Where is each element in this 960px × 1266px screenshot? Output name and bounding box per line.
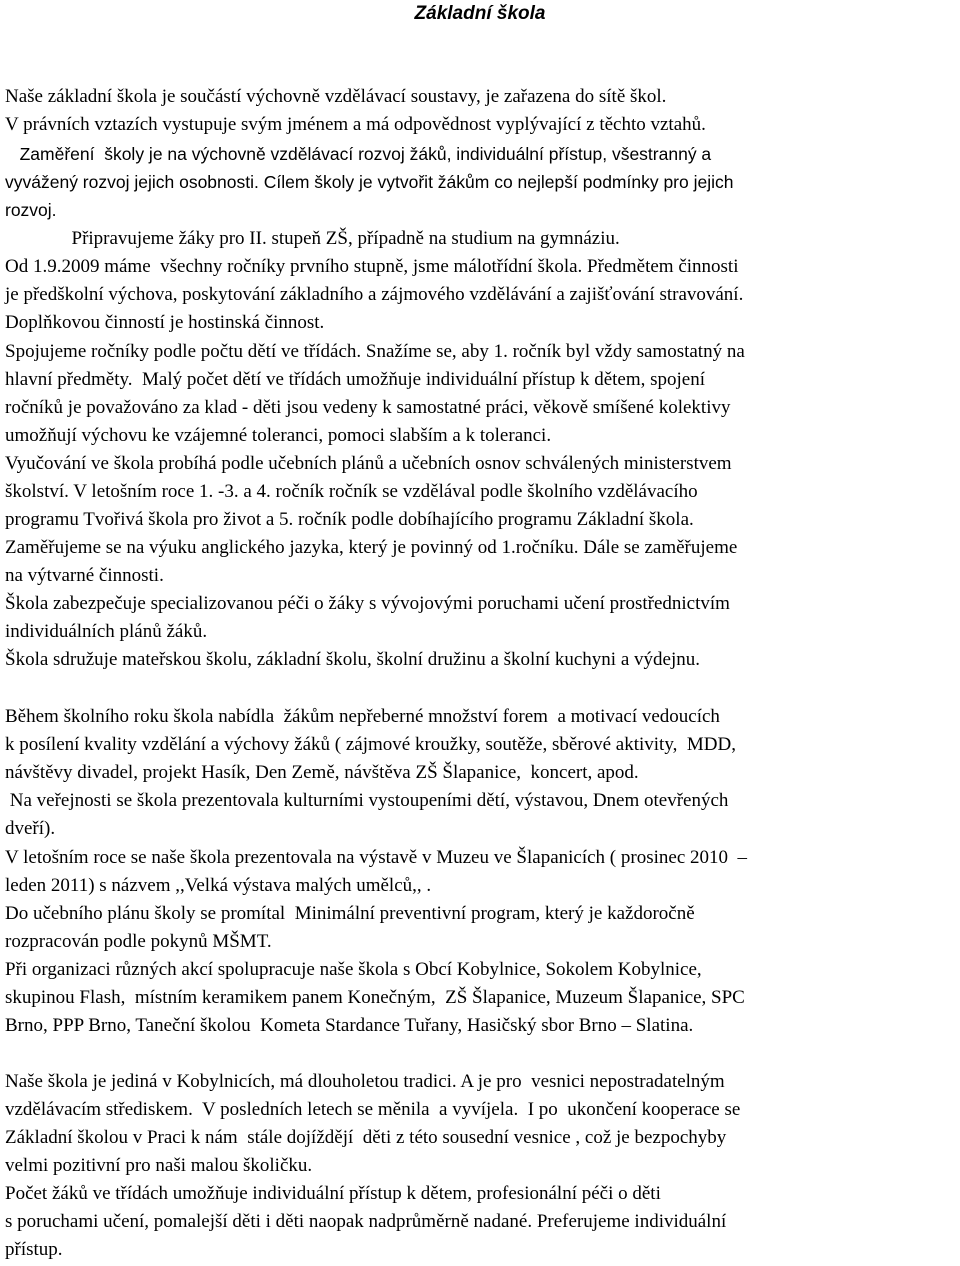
text-line: rozpracován podle pokynů MŠMT. [5,931,272,952]
text-line: hlavní předměty. Malý počet dětí ve třídách umožňuje individuální přístup k dětem, spojení [5,369,706,390]
text-line: k posílení kvality vzdělání a výchovy žáků ( zájmové kroužky, soutěže, sběrové aktivity, MDD, [5,734,736,755]
text-line: Připravujeme žáky pro II. stupeň ZŠ, případně na studium na gymnáziu. [5,228,620,249]
text-line: V letošním roce se naše škola prezentovala na výstavě v Muzeu ve Šlapanicích ( prosinec 2010 – [5,847,748,868]
text-line: Spojujeme ročníky podle počtu dětí ve třídách. Snažíme se, aby 1. ročník byl vždy samostatný na [5,341,745,362]
text-line: Do učebního plánu školy se promítal Minimální preventivní program, který je každoročně [5,903,695,924]
text-line: vzdělávacím střediskem. V posledních letech se měnila a vyvíjela. I po ukončení kooperace se [5,1099,741,1120]
text-line: Počet žáků ve třídách umožňuje individuální přístup k dětem, profesionální péči o děti [5,1183,661,1204]
text-line: Doplňkovou činností je hostinská činnost. [5,312,325,333]
text-line: školství. V letošním roce 1. -3. a 4. ročník ročník se vzdělával podle školního vzdělávacího [5,481,698,502]
text-line: Škola zabezpečuje specializovanou péči o žáky s vývojovými poruchami učení prostřednictvím [5,593,730,614]
text-line: skupinou Flash, místním keramikem panem Konečným, ZŠ Šlapanice, Muzeum Šlapanice, SPC [5,987,745,1008]
text-line: Vyučování ve škola probíhá podle učebních plánů a učebních osnov schválených ministerstvem [5,453,732,474]
text-line: je předškolní výchova, poskytování základního a zájmového vzdělávání a zajišťování stravování. [5,284,744,305]
text-line: vyvážený rozvoj jejich osobnosti. Cílem školy je vytvořit žákům co nejlepší podmínky pro jejich [5,172,734,192]
text-line: Na veřejnosti se škola prezentovala kulturními vystoupeními dětí, výstavou, Dnem otevřených [5,790,729,811]
text-line: Naše základní škola je součástí výchovně vzdělávací soustavy, je zařazena do sítě škol. [5,86,667,107]
text-line: přístup. [5,1239,63,1260]
text-line: Během školního roku škola nabídla žákům nepřeberné množství forem a motivací vedoucích [5,706,720,727]
text-line: programu Tvořivá škola pro život a 5. ročník podle dobíhajícího programu Základní škola. [5,509,694,530]
text-line: rozvoj. [5,200,57,220]
text-line: Zaměřujeme se na výuku anglického jazyka, který je povinný od 1.ročníku. Dále se zaměřujeme [5,537,738,558]
text-line: Od 1.9.2009 máme všechny ročníky prvního stupně, jsme málotřídní škola. Předmětem činnosti [5,256,739,277]
text-line: velmi pozitivní pro naši malou školičku. [5,1155,313,1176]
text-line: individuálních plánů žáků. [5,621,208,642]
text-line: Při organizaci různých akcí spolupracuje naše škola s Obcí Kobylnice, Sokolem Kobylnice, [5,959,702,980]
text-line: Naše škola je jediná v Kobylnicích, má dlouholetou tradici. A je pro vesnici nepostradatelným [5,1071,725,1092]
text-line: na výtvarné činnosti. [5,565,164,586]
text-line: dveří). [5,818,56,839]
text-line: Brno, PPP Brno, Taneční školou Kometa Stardance Tuřany, Hasičský sbor Brno – Slatina. [5,1015,694,1036]
text-line: ročníků je považováno za klad - děti jsou vedeny k samostatné práci, věkově smíšené kolektivy [5,397,731,418]
text-line: V právních vztazích vystupuje svým jménem a má odpovědnost vyplývající z těchto vztahů. [5,114,706,135]
text-line: Škola sdružuje mateřskou školu, základní školu, školní družinu a školní kuchyni a výdejnu. [5,649,700,670]
text-line: leden 2011) s názvem ,,Velká výstava malých umělců,, . [5,875,432,896]
text-line: s poruchami učení, pomalejší děti i děti naopak nadprůměrně nadané. Preferujeme individuální [5,1211,727,1232]
text-line: návštěvy divadel, projekt Hasík, Den Země, návštěva ZŠ Šlapanice, koncert, apod. [5,762,639,783]
page-title: Základní škola [414,3,546,24]
text-line: umožňují výchovu ke vzájemné toleranci, pomoci slabším a k toleranci. [5,425,552,446]
text-line: Zaměření školy je na výchovně vzdělávací rozvoj žáků, individuální přístup, všestranný a [5,144,712,164]
text-line: Základní školou v Praci k nám stále dojíždějí děti z této sousední vesnice , což je bezpochyby [5,1127,727,1148]
